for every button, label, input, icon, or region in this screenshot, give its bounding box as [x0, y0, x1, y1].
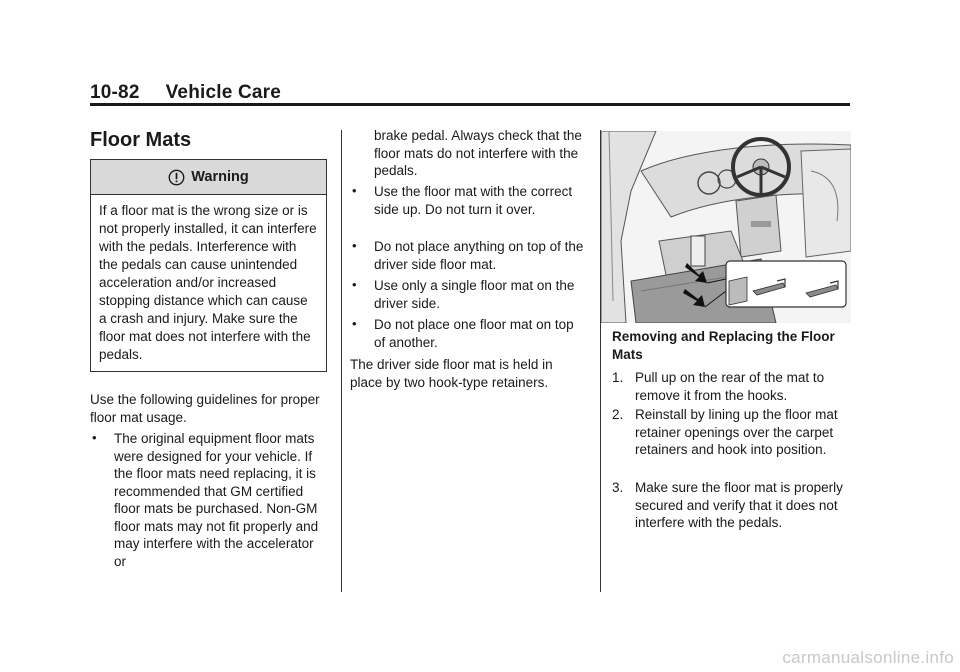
list-item-text: Use the floor mat with the correct side up. Do not turn it over.	[374, 184, 573, 217]
warning-header	[91, 160, 326, 195]
bullet-icon: •	[352, 277, 357, 292]
step-item	[612, 406, 852, 459]
floor-mat-illustration	[601, 131, 851, 323]
list-item	[350, 183, 584, 218]
list-item-text: Use only a single floor mat on the driver side.	[374, 278, 575, 311]
step-number: 1.	[612, 370, 624, 385]
bullet-icon: •	[352, 183, 357, 198]
figure-caption: Removing and Replacing the Floor Mats	[612, 329, 835, 362]
warning-box	[90, 159, 327, 372]
page-number: 10-82	[90, 82, 140, 103]
step-text: Make sure the floor mat is properly secured and verify that it does not interfere with the pedals.	[635, 480, 843, 530]
list-item-text: Do not place one floor mat on top of another.	[374, 317, 574, 350]
list-item	[350, 316, 584, 351]
list-item-continued	[350, 127, 584, 180]
header-rule	[90, 103, 850, 106]
step-text: Reinstall by lining up the floor mat retainer openings over the carpet retainers and hook into position.	[635, 407, 838, 457]
section-title: Vehicle Care	[165, 82, 282, 103]
step-text: Pull up on the rear of the mat to remove it from the hooks.	[635, 370, 825, 403]
list-item	[350, 238, 584, 273]
list-item-text: The original equipment floor mats were designed for your vehicle. If the floor mats need replacing, it is recommended that GM certified floor mats be purchased. Non-GM floor mats may not fit properly and may interfere with the accelerator or	[114, 431, 319, 569]
bullet-icon: •	[352, 238, 357, 253]
warning-text: If a floor mat is the wrong size or is not properly installed, it can interfere with the pedals. Interference with the pedals can cause unintended acceleration and/or increased stopping distance which can cause a crash and injury. Make sure the floor mat does not interfere with the pedals.	[99, 203, 317, 362]
step-item	[612, 369, 852, 404]
column-divider	[341, 130, 342, 592]
list-item	[350, 277, 584, 312]
bullet-icon: •	[352, 316, 357, 331]
page-title: Floor Mats	[90, 129, 192, 151]
intro-paragraph: Use the following guidelines for proper floor mat usage.	[90, 392, 320, 425]
list-item	[90, 430, 328, 570]
page-header	[90, 82, 281, 104]
list-item-text: brake pedal. Always check that the floor mats do not interfere with the pedals.	[374, 128, 582, 178]
list-item-text: Do not place anything on top of the driver side floor mat.	[374, 239, 584, 272]
retainer-paragraph: The driver side floor mat is held in place by two hook-type retainers.	[350, 357, 553, 390]
step-item	[612, 479, 852, 532]
step-number: 2.	[612, 407, 624, 422]
bullet-icon: •	[92, 430, 97, 445]
watermark: carmanualsonline.info	[782, 648, 954, 667]
warning-label: Warning	[191, 169, 249, 185]
step-number: 3.	[612, 480, 624, 495]
warning-icon	[168, 169, 185, 186]
